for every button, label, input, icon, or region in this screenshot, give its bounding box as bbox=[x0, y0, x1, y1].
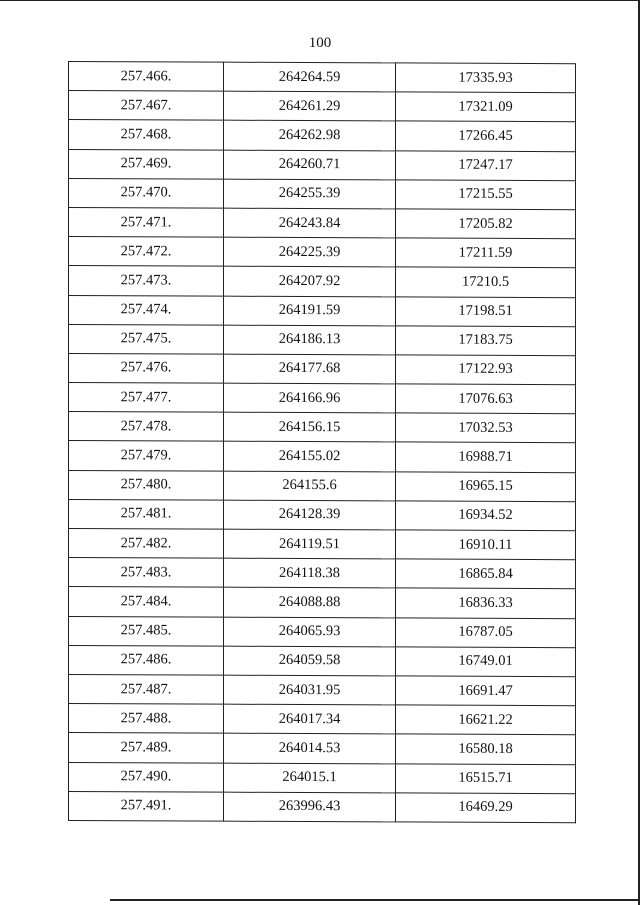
y-coordinate-cell: 17183.75 bbox=[396, 326, 576, 356]
point-number-cell: 257.472. bbox=[69, 237, 224, 267]
table-row bbox=[69, 587, 576, 618]
x-coordinate-cell: 264255.39 bbox=[224, 179, 396, 209]
y-coordinate-cell: 16515.71 bbox=[396, 763, 576, 793]
point-number-cell: 257.471. bbox=[69, 207, 224, 237]
table-row bbox=[69, 616, 576, 647]
y-coordinate-cell: 17076.63 bbox=[396, 384, 576, 414]
y-coordinate-cell: 16988.71 bbox=[396, 442, 576, 472]
x-coordinate-cell: 264155.02 bbox=[224, 442, 396, 472]
x-coordinate-cell: 264088.88 bbox=[224, 588, 396, 618]
point-number-cell: 257.484. bbox=[69, 587, 224, 617]
table-row bbox=[69, 91, 576, 122]
y-coordinate-cell: 17205.82 bbox=[396, 209, 576, 239]
x-coordinate-cell: 264166.96 bbox=[224, 383, 396, 413]
point-number-cell: 257.489. bbox=[69, 733, 224, 763]
x-coordinate-cell: 264177.68 bbox=[224, 354, 396, 384]
y-coordinate-cell: 16836.33 bbox=[396, 588, 576, 618]
table-row bbox=[69, 499, 576, 530]
point-number-cell: 257.483. bbox=[69, 558, 224, 588]
table-row bbox=[69, 529, 576, 560]
table-row bbox=[69, 178, 576, 209]
table-row bbox=[69, 645, 576, 676]
y-coordinate-cell: 17198.51 bbox=[396, 296, 576, 326]
point-number-cell: 257.488. bbox=[69, 704, 224, 734]
y-coordinate-cell: 16621.22 bbox=[396, 705, 576, 735]
x-coordinate-cell: 264128.39 bbox=[224, 500, 396, 530]
y-coordinate-cell: 16691.47 bbox=[396, 676, 576, 706]
table-row bbox=[69, 762, 576, 793]
x-coordinate-cell: 264155.6 bbox=[224, 471, 396, 501]
x-coordinate-cell: 264031.95 bbox=[224, 675, 396, 705]
point-number-cell: 257.473. bbox=[69, 266, 224, 296]
point-number-cell: 257.482. bbox=[69, 529, 224, 559]
coordinates-table-wrapper bbox=[68, 61, 576, 823]
table-row bbox=[69, 353, 576, 384]
point-number-cell: 257.481. bbox=[69, 499, 224, 529]
y-coordinate-cell: 17211.59 bbox=[396, 238, 576, 268]
coordinates-table bbox=[68, 61, 576, 823]
point-number-cell: 257.480. bbox=[69, 470, 224, 500]
table-row bbox=[69, 266, 576, 297]
x-coordinate-cell: 264261.29 bbox=[224, 91, 396, 121]
y-coordinate-cell: 16580.18 bbox=[396, 734, 576, 764]
table-row bbox=[69, 383, 576, 414]
point-number-cell: 257.474. bbox=[69, 295, 224, 325]
x-coordinate-cell: 264015.1 bbox=[224, 763, 396, 793]
bottom-rule bbox=[110, 899, 640, 901]
table-row bbox=[69, 237, 576, 268]
table-row bbox=[69, 120, 576, 151]
x-coordinate-cell: 264260.71 bbox=[224, 150, 396, 180]
y-coordinate-cell: 17215.55 bbox=[396, 180, 576, 210]
table-row bbox=[69, 558, 576, 589]
point-number-cell: 257.476. bbox=[69, 353, 224, 383]
y-coordinate-cell: 16469.29 bbox=[396, 793, 576, 823]
x-coordinate-cell: 264243.84 bbox=[224, 208, 396, 238]
x-coordinate-cell: 263996.43 bbox=[224, 792, 396, 822]
table-row bbox=[69, 674, 576, 705]
table-row bbox=[69, 324, 576, 355]
point-number-cell: 257.479. bbox=[69, 441, 224, 471]
table-row bbox=[69, 470, 576, 501]
point-number-cell: 257.468. bbox=[69, 120, 224, 150]
point-number-cell: 257.470. bbox=[69, 178, 224, 208]
y-coordinate-cell: 17032.53 bbox=[396, 413, 576, 443]
point-number-cell: 257.477. bbox=[69, 383, 224, 413]
y-coordinate-cell: 17210.5 bbox=[396, 267, 576, 297]
point-number-cell: 257.475. bbox=[69, 324, 224, 354]
point-number-cell: 257.467. bbox=[69, 91, 224, 121]
table-row bbox=[69, 704, 576, 735]
x-coordinate-cell: 264225.39 bbox=[224, 237, 396, 267]
table-row bbox=[69, 791, 576, 822]
point-number-cell: 257.466. bbox=[69, 62, 224, 92]
x-coordinate-cell: 264262.98 bbox=[224, 121, 396, 151]
y-coordinate-cell: 16787.05 bbox=[396, 617, 576, 647]
x-coordinate-cell: 264059.58 bbox=[224, 646, 396, 676]
x-coordinate-cell: 264186.13 bbox=[224, 325, 396, 355]
x-coordinate-cell: 264017.34 bbox=[224, 704, 396, 734]
table-row bbox=[69, 441, 576, 472]
y-coordinate-cell: 16965.15 bbox=[396, 472, 576, 502]
x-coordinate-cell: 264119.51 bbox=[224, 529, 396, 559]
coordinates-table-body bbox=[69, 62, 576, 823]
y-coordinate-cell: 17266.45 bbox=[396, 121, 576, 151]
x-coordinate-cell: 264156.15 bbox=[224, 412, 396, 442]
y-coordinate-cell: 16865.84 bbox=[396, 559, 576, 589]
x-coordinate-cell: 264065.93 bbox=[224, 617, 396, 647]
x-coordinate-cell: 264207.92 bbox=[224, 266, 396, 296]
point-number-cell: 257.491. bbox=[69, 791, 224, 821]
table-row bbox=[69, 149, 576, 180]
y-coordinate-cell: 16749.01 bbox=[396, 647, 576, 677]
x-coordinate-cell: 264014.53 bbox=[224, 733, 396, 763]
page-number: 100 bbox=[308, 35, 332, 51]
y-coordinate-cell: 17335.93 bbox=[396, 63, 576, 93]
point-number-cell: 257.487. bbox=[69, 674, 224, 704]
point-number-cell: 257.490. bbox=[69, 762, 224, 792]
table-row bbox=[69, 295, 576, 326]
x-coordinate-cell: 264264.59 bbox=[224, 62, 396, 92]
y-coordinate-cell: 17247.17 bbox=[396, 150, 576, 180]
y-coordinate-cell: 17321.09 bbox=[396, 92, 576, 122]
point-number-cell: 257.485. bbox=[69, 616, 224, 646]
table-row bbox=[69, 412, 576, 443]
point-number-cell: 257.486. bbox=[69, 645, 224, 675]
point-number-cell: 257.469. bbox=[69, 149, 224, 179]
table-row bbox=[69, 733, 576, 764]
table-row bbox=[69, 207, 576, 238]
y-coordinate-cell: 16910.11 bbox=[396, 530, 576, 560]
y-coordinate-cell: 17122.93 bbox=[396, 355, 576, 385]
x-coordinate-cell: 264191.59 bbox=[224, 296, 396, 326]
y-coordinate-cell: 16934.52 bbox=[396, 501, 576, 531]
x-coordinate-cell: 264118.38 bbox=[224, 558, 396, 588]
table-row bbox=[69, 62, 576, 93]
point-number-cell: 257.478. bbox=[69, 412, 224, 442]
